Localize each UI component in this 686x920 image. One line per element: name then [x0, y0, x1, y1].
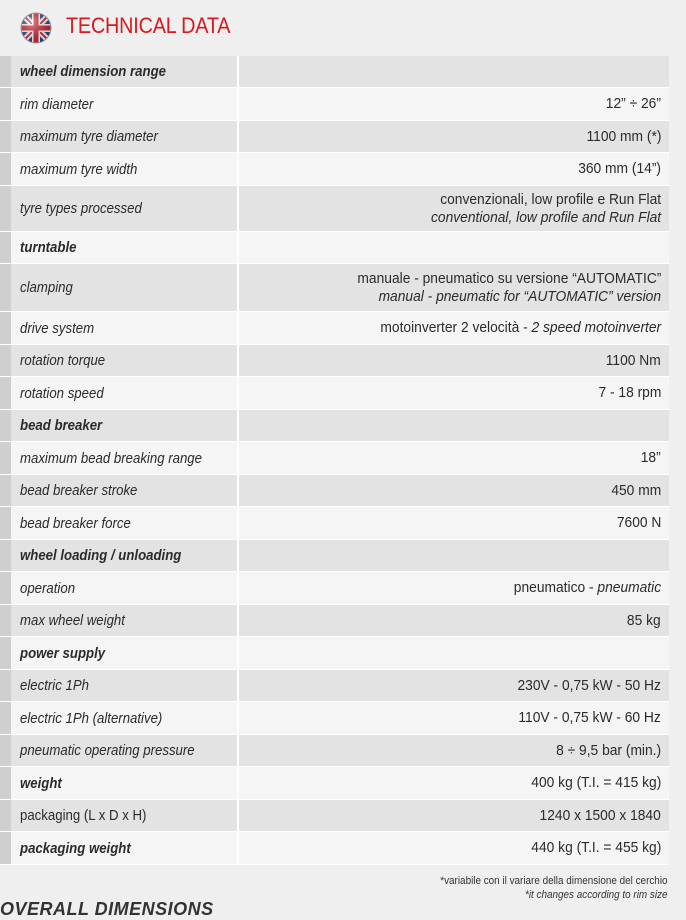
table-row [0, 153, 669, 186]
row-value [239, 832, 669, 864]
row-label-text: packaging (L x D x H) [20, 807, 147, 824]
row-value-line [611, 482, 661, 500]
section-header-row [0, 410, 669, 442]
table-row [0, 767, 669, 800]
row-value [239, 153, 669, 185]
row-value [239, 410, 669, 441]
row-value-text: 1100 mm (*) [586, 127, 661, 145]
row-label-text: wheel loading / unloading [20, 547, 182, 564]
table-row [0, 572, 669, 605]
row-label [0, 670, 239, 701]
row-label-text: power supply [20, 644, 106, 662]
row-value-english: pneumatic [597, 579, 661, 596]
row-label [0, 735, 239, 766]
table-row [0, 735, 669, 767]
row-value-text: 1240 x 1500 x 1840 [539, 806, 661, 824]
row-label-text: rotation torque [20, 352, 106, 369]
row-value [239, 507, 669, 539]
row-label [0, 637, 239, 669]
row-label-text: maximum tyre diameter [20, 128, 158, 145]
row-value-text: 360 mm (14”) [578, 160, 661, 177]
row-value-text: 7 - 18 rpm [598, 384, 661, 401]
row-label [0, 572, 239, 604]
row-value [239, 264, 669, 311]
row-label [0, 153, 239, 185]
row-value-line [606, 352, 661, 370]
technical-data-table [0, 56, 669, 865]
row-label [0, 702, 239, 734]
row-label [0, 475, 239, 506]
row-value [239, 800, 669, 831]
table-row [0, 507, 669, 540]
footnote-english: *it changes according to rim size [525, 889, 668, 901]
table-row [0, 605, 669, 637]
row-label-text: bead breaker force [20, 514, 131, 532]
row-value [239, 735, 669, 766]
footnote-italian: *variabile con il variare della dimensione del cerchio [440, 875, 668, 887]
row-value [239, 345, 669, 376]
row-label-text: packaging weight [20, 839, 131, 857]
row-label [0, 312, 239, 344]
row-value-text: 8 ÷ 9,5 bar (min.) [556, 741, 661, 759]
row-value [239, 767, 669, 799]
table-row [0, 88, 669, 121]
footnotes [415, 874, 668, 902]
row-label [0, 377, 239, 409]
table-row [0, 345, 669, 377]
row-label [0, 540, 239, 571]
row-value-line [627, 612, 661, 630]
row-label [0, 232, 239, 263]
row-value-english: manual - pneumatic for “AUTOMATIC” version [378, 287, 661, 305]
row-value-line [440, 191, 661, 209]
table-row [0, 121, 669, 153]
row-value-line [606, 95, 661, 113]
row-value-line [531, 774, 661, 792]
section-header-row [0, 56, 669, 88]
row-label [0, 410, 239, 441]
table-row [0, 264, 669, 312]
row-label-text: bead breaker stroke [20, 482, 138, 499]
row-label-text: tyre types processed [20, 200, 142, 217]
row-label-text: pneumatic operating pressure [20, 742, 195, 759]
row-label-text: electric 1Ph (alternative) [20, 709, 163, 727]
page-title: TECHNICAL DATA [66, 13, 231, 38]
row-label [0, 767, 239, 799]
section-header-row [0, 232, 669, 264]
row-value-text: 440 kg (T.I. = 455 kg) [530, 839, 661, 856]
row-value-line [616, 514, 661, 532]
row-value [239, 186, 669, 231]
table-row [0, 475, 669, 507]
row-value-text: manuale - pneumatico su versione “AUTOMATIC” [357, 269, 661, 287]
header [0, 0, 686, 56]
row-label-text: wheel dimension range [20, 63, 166, 80]
row-value [239, 56, 669, 87]
row-label-text: electric 1Ph [20, 677, 89, 694]
row-value-line [518, 677, 661, 695]
row-label [0, 442, 239, 474]
row-value-line [641, 449, 661, 467]
row-label-text: maximum bead breaking range [20, 449, 202, 467]
row-value [239, 377, 669, 409]
uk-flag-icon [20, 12, 52, 44]
row-value [239, 540, 669, 571]
row-value-text: convenzionali, low profile e Run Flat [440, 190, 661, 208]
row-label-text: max wheel weight [20, 612, 125, 629]
row-value-line [598, 384, 661, 402]
row-value-text: 230V - 0,75 kW - 50 Hz [517, 676, 661, 694]
table-row [0, 377, 669, 410]
row-value-text: 7600 N [616, 514, 661, 531]
row-value-line [380, 319, 661, 337]
row-label [0, 832, 239, 864]
row-label [0, 507, 239, 539]
row-value [239, 442, 669, 474]
row-label-text: rotation speed [20, 384, 104, 402]
row-label-text: bead breaker [20, 417, 103, 434]
table-row [0, 670, 669, 702]
row-value [239, 605, 669, 636]
row-label [0, 56, 239, 87]
row-value [239, 121, 669, 152]
row-label-text: clamping [20, 279, 73, 296]
row-value-english: conventional, low profile and Run Flat [430, 208, 661, 226]
row-value-text: pneumatico - [513, 579, 598, 596]
row-value-line [514, 579, 661, 597]
row-label-text: drive system [20, 319, 95, 337]
row-label-text: rim diameter [20, 95, 94, 113]
section-header-row [0, 637, 669, 670]
row-label-text: operation [20, 579, 76, 597]
table-row [0, 800, 669, 832]
row-value-text: 400 kg (T.I. = 415 kg) [530, 774, 661, 791]
row-value-english: 2 speed motoinverter [531, 319, 661, 336]
row-value-text: 1100 Nm [606, 351, 661, 369]
row-label [0, 800, 239, 831]
row-value [239, 312, 669, 344]
table-row [0, 832, 669, 865]
row-label-text: weight [20, 774, 62, 792]
row-label [0, 121, 239, 152]
row-value-text: 450 mm [611, 481, 661, 499]
section-header-row [0, 540, 669, 572]
row-value [239, 670, 669, 701]
table-row [0, 312, 669, 345]
row-label [0, 605, 239, 636]
row-value-text: 110V - 0,75 kW - 60 Hz [518, 709, 661, 726]
row-label [0, 264, 239, 311]
row-value-line [556, 742, 661, 760]
table-row [0, 702, 669, 735]
row-label-text: turntable [20, 239, 77, 256]
row-value [239, 88, 669, 120]
row-value-line [531, 839, 661, 857]
row-value-text: motoinverter 2 velocità - [380, 319, 532, 336]
row-value-line [357, 270, 661, 288]
row-value-line [540, 807, 661, 825]
row-value [239, 475, 669, 506]
row-value-text: 85 kg [627, 611, 661, 629]
row-label [0, 186, 239, 231]
row-value [239, 572, 669, 604]
row-value [239, 232, 669, 263]
table-row [0, 186, 669, 232]
row-value [239, 702, 669, 734]
row-value [239, 637, 669, 669]
row-label-text: maximum tyre width [20, 160, 138, 178]
row-value-text: 12” ÷ 26” [605, 95, 661, 112]
table-row [0, 442, 669, 475]
overall-dimensions-heading: OVERALL DIMENSIONS [0, 899, 214, 919]
row-value-line [586, 128, 661, 146]
row-label [0, 88, 239, 120]
row-label [0, 345, 239, 376]
row-value-text: 18” [641, 449, 661, 466]
row-value-line [578, 160, 661, 178]
row-value-line [519, 709, 661, 727]
